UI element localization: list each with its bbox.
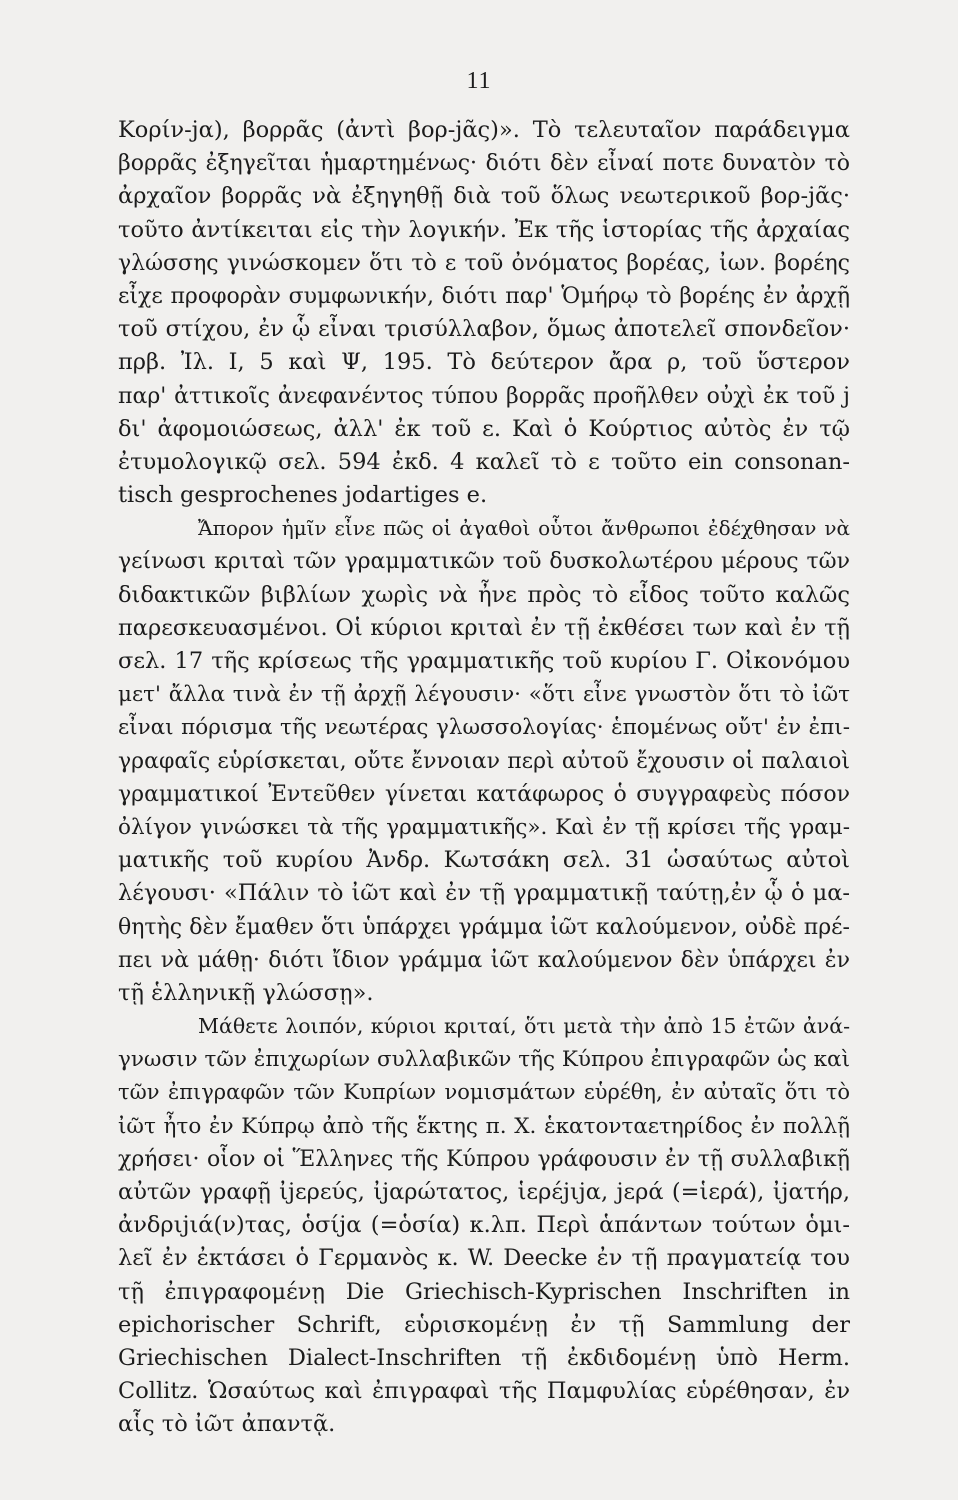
text-line: ἀνδριjιά(ν)τας, ὁσίjα (=ὁσία) κ.λπ. Περὶ ἁπάντων τούτων ὁμι- (118, 1212, 850, 1239)
text-line: εἶναι πόρισμα τῆς νεωτέρας γλωσσολογίας· ἑπομένως οὔτ' ἐν ἐπι- (118, 715, 850, 741)
text-line: παρ' ἀττικοῖς ἀνεφανέντος τύπου βορρᾶς προῆλθεν οὐχὶ ἐκ τοῦ j (118, 383, 850, 409)
text-line: ἀρχαῖον βορρᾶς νὰ ἐξηγηθῇ διὰ τοῦ ὅλως νεωτερικοῦ βορ-jᾶς· (118, 183, 850, 210)
text-line: Collitz. Ὡσαύτως καὶ ἐπιγραφαὶ τῆς Παμφυλίας εὑρέθησαν, ἐν (118, 1378, 850, 1405)
text-line: τοῦ στίχου, ἐν ᾧ εἶναι τρισύλλαβον, ὅμως ἀποτελεῖ σπονδεῖον· (118, 316, 850, 343)
text-line: αὐτῶν γραφῇ ἰjερεύς, ἰjαρώτατος, ἱερέjιjα, jερά (=ἱερά), ἰjατήρ, (118, 1179, 850, 1205)
text-line: πει νὰ μάθῃ· διότι ἴδιον γράμμα ἰῶτ καλούμενον δὲν ὑπάρχει ἐν (118, 947, 850, 973)
text-line: τῇ ἑλληνικῇ γλώσσῃ». (118, 979, 374, 1006)
text-line: παρεσκευασμένοι. Οἱ κύριοι κριταὶ ἐν τῇ ἐκθέσει των καὶ ἐν τῇ (118, 614, 850, 641)
text-line: γραφαῖς εὑρίσκεται, οὔτε ἔννοιαν περὶ αὐτοῦ ἔχουσιν οἱ παλαιοὶ (118, 748, 850, 774)
text-line: τῶν ἐπιγραφῶν τῶν Κυπρίων νομισμάτων εὑρέθη, ἐν αὐταῖς ὅτι τὸ (118, 1080, 850, 1105)
text-line: Μάθετε λοιπόν, κύριοι κριταί, ὅτι μετὰ τὴν ἀπὸ 15 ἐτῶν ἀνά- (198, 1014, 850, 1039)
text-line: χρήσει· οἷον οἱ Ἕλληνες τῆς Κύπρου γράφουσιν ἐν τῇ συλλαβικῇ (118, 1146, 850, 1172)
text-line: τῇ ἐπιγραφομένῃ Die Griechisch-Kyprischen Inschriften in (118, 1278, 850, 1305)
text-line: Griechischen Dialect-Inschriften τῇ ἐκδιδομένῃ ὑπὸ Herm. (118, 1344, 850, 1371)
body-text (118, 114, 850, 1442)
text-line: Κορίν-jα), βορρᾶς (ἀντὶ βορ-jᾶς)». Τὸ τελευταῖον παράδειγμα (118, 117, 850, 143)
text-line: λεῖ ἐν ἐκτάσει ὁ Γερμανὸς κ. W. Deecke ἐν τῇ πραγματείᾳ του (118, 1245, 850, 1272)
text-line: ὀλίγον γινώσκει τὰ τῆς γραμματικῆς». Καὶ ἐν τῇ κρίσει τῆς γραμ- (118, 814, 850, 840)
text-line: θητὴς δὲν ἔμαθεν ὅτι ὑπάρχει γράμμα ἰῶτ καλούμενον, οὐδὲ πρέ- (118, 914, 850, 940)
text-line: epichorischer Schrift, εὑρισκομένῃ ἐν τῇ Sammlung der (118, 1311, 850, 1338)
text-line: τοῦτο ἀντίκειται εἰς τὴν λογικήν. Ἐκ τῆς ἱστορίας τῆς ἀρχαίας (118, 216, 850, 243)
text-line: Ἄπορον ἡμῖν εἶνε πῶς οἱ ἀγαθοὶ οὗτοι ἄνθρωποι ἐδέχθησαν νὰ (198, 516, 850, 541)
text-line: μετ' ἄλλα τινὰ ἐν τῇ ἀρχῇ λέγουσιν· «ὅτι εἶνε γνωστὸν ὅτι τὸ ἰῶτ (118, 682, 850, 708)
text-line: γείνωσι κριταὶ τῶν γραμματικῶν τοῦ δυσκολωτέρου μέρους τῶν (118, 549, 850, 575)
text-line: tisch gesprochenes jodartiges e. (118, 482, 488, 509)
text-line: διδακτικῶν βιβλίων χωρὶς νὰ ἦνε πρὸς τὸ εἶδος τοῦτο καλῶς (118, 581, 850, 608)
text-line: ἐτυμολογικῷ σελ. 594 ἐκδ. 4 καλεῖ τὸ ε τοῦτο ein consonan- (118, 448, 850, 475)
text-line: γλώσσης γινώσκομεν ὅτι τὸ ε τοῦ ὀνόματος βορέας, ἰων. βορέης (118, 250, 850, 276)
text-line: ἰῶτ ἦτο ἐν Κύπρῳ ἀπὸ τῆς ἕκτης π. Χ. ἑκατονταετηρίδος ἐν πολλῇ (118, 1113, 850, 1139)
text-line: γραμματικοί Ἐντεῦθεν γίνεται κατάφωρος ὁ συγγραφεὺς πόσον (118, 781, 850, 807)
text-line: λέγουσι· «Πάλιν τὸ ἰῶτ καὶ ἐν τῇ γραμματικῇ ταύτῃ,ἐν ᾧ ὁ μα- (118, 880, 850, 907)
text-line: δι' ἀφομοιώσεως, ἀλλ' ἐκ τοῦ ε. Καὶ ὁ Κούρτιος αὐτὸς ἐν τῷ (118, 415, 850, 442)
text-line: γνωσιν τῶν ἐπιχωρίων συλλαβικῶν τῆς Κύπρου ἐπιγραφῶν ὡς καὶ (118, 1047, 850, 1073)
text-line: ματικῆς τοῦ κυρίου Ἀνδρ. Κωτσάκη σελ. 31 ὡσαύτως αὐτοὶ (118, 847, 850, 874)
text-line: εἶχε προφορὰν συμφωνικήν, διότι παρ' Ὁμήρῳ τὸ βορέης ἐν ἀρχῇ (118, 283, 850, 309)
text-line: πρβ. Ἰλ. I, 5 καὶ Ψ, 195. Τὸ δεύτερον ἄρα ρ, τοῦ ὕστερον (118, 349, 850, 376)
text-line: αἷς τὸ ἰῶτ ἀπαντᾷ. (118, 1411, 336, 1438)
page-number: 11 (466, 68, 492, 94)
text-line: βορρᾶς ἐξηγεῖται ἡμαρτημένως· διότι δὲν εἶναί ποτε δυνατὸν τὸ (118, 151, 850, 177)
text-line: σελ. 17 τῆς κρίσεως τῆς γραμματικῆς τοῦ κυρίου Γ. Οἰκονόμου (118, 648, 850, 674)
